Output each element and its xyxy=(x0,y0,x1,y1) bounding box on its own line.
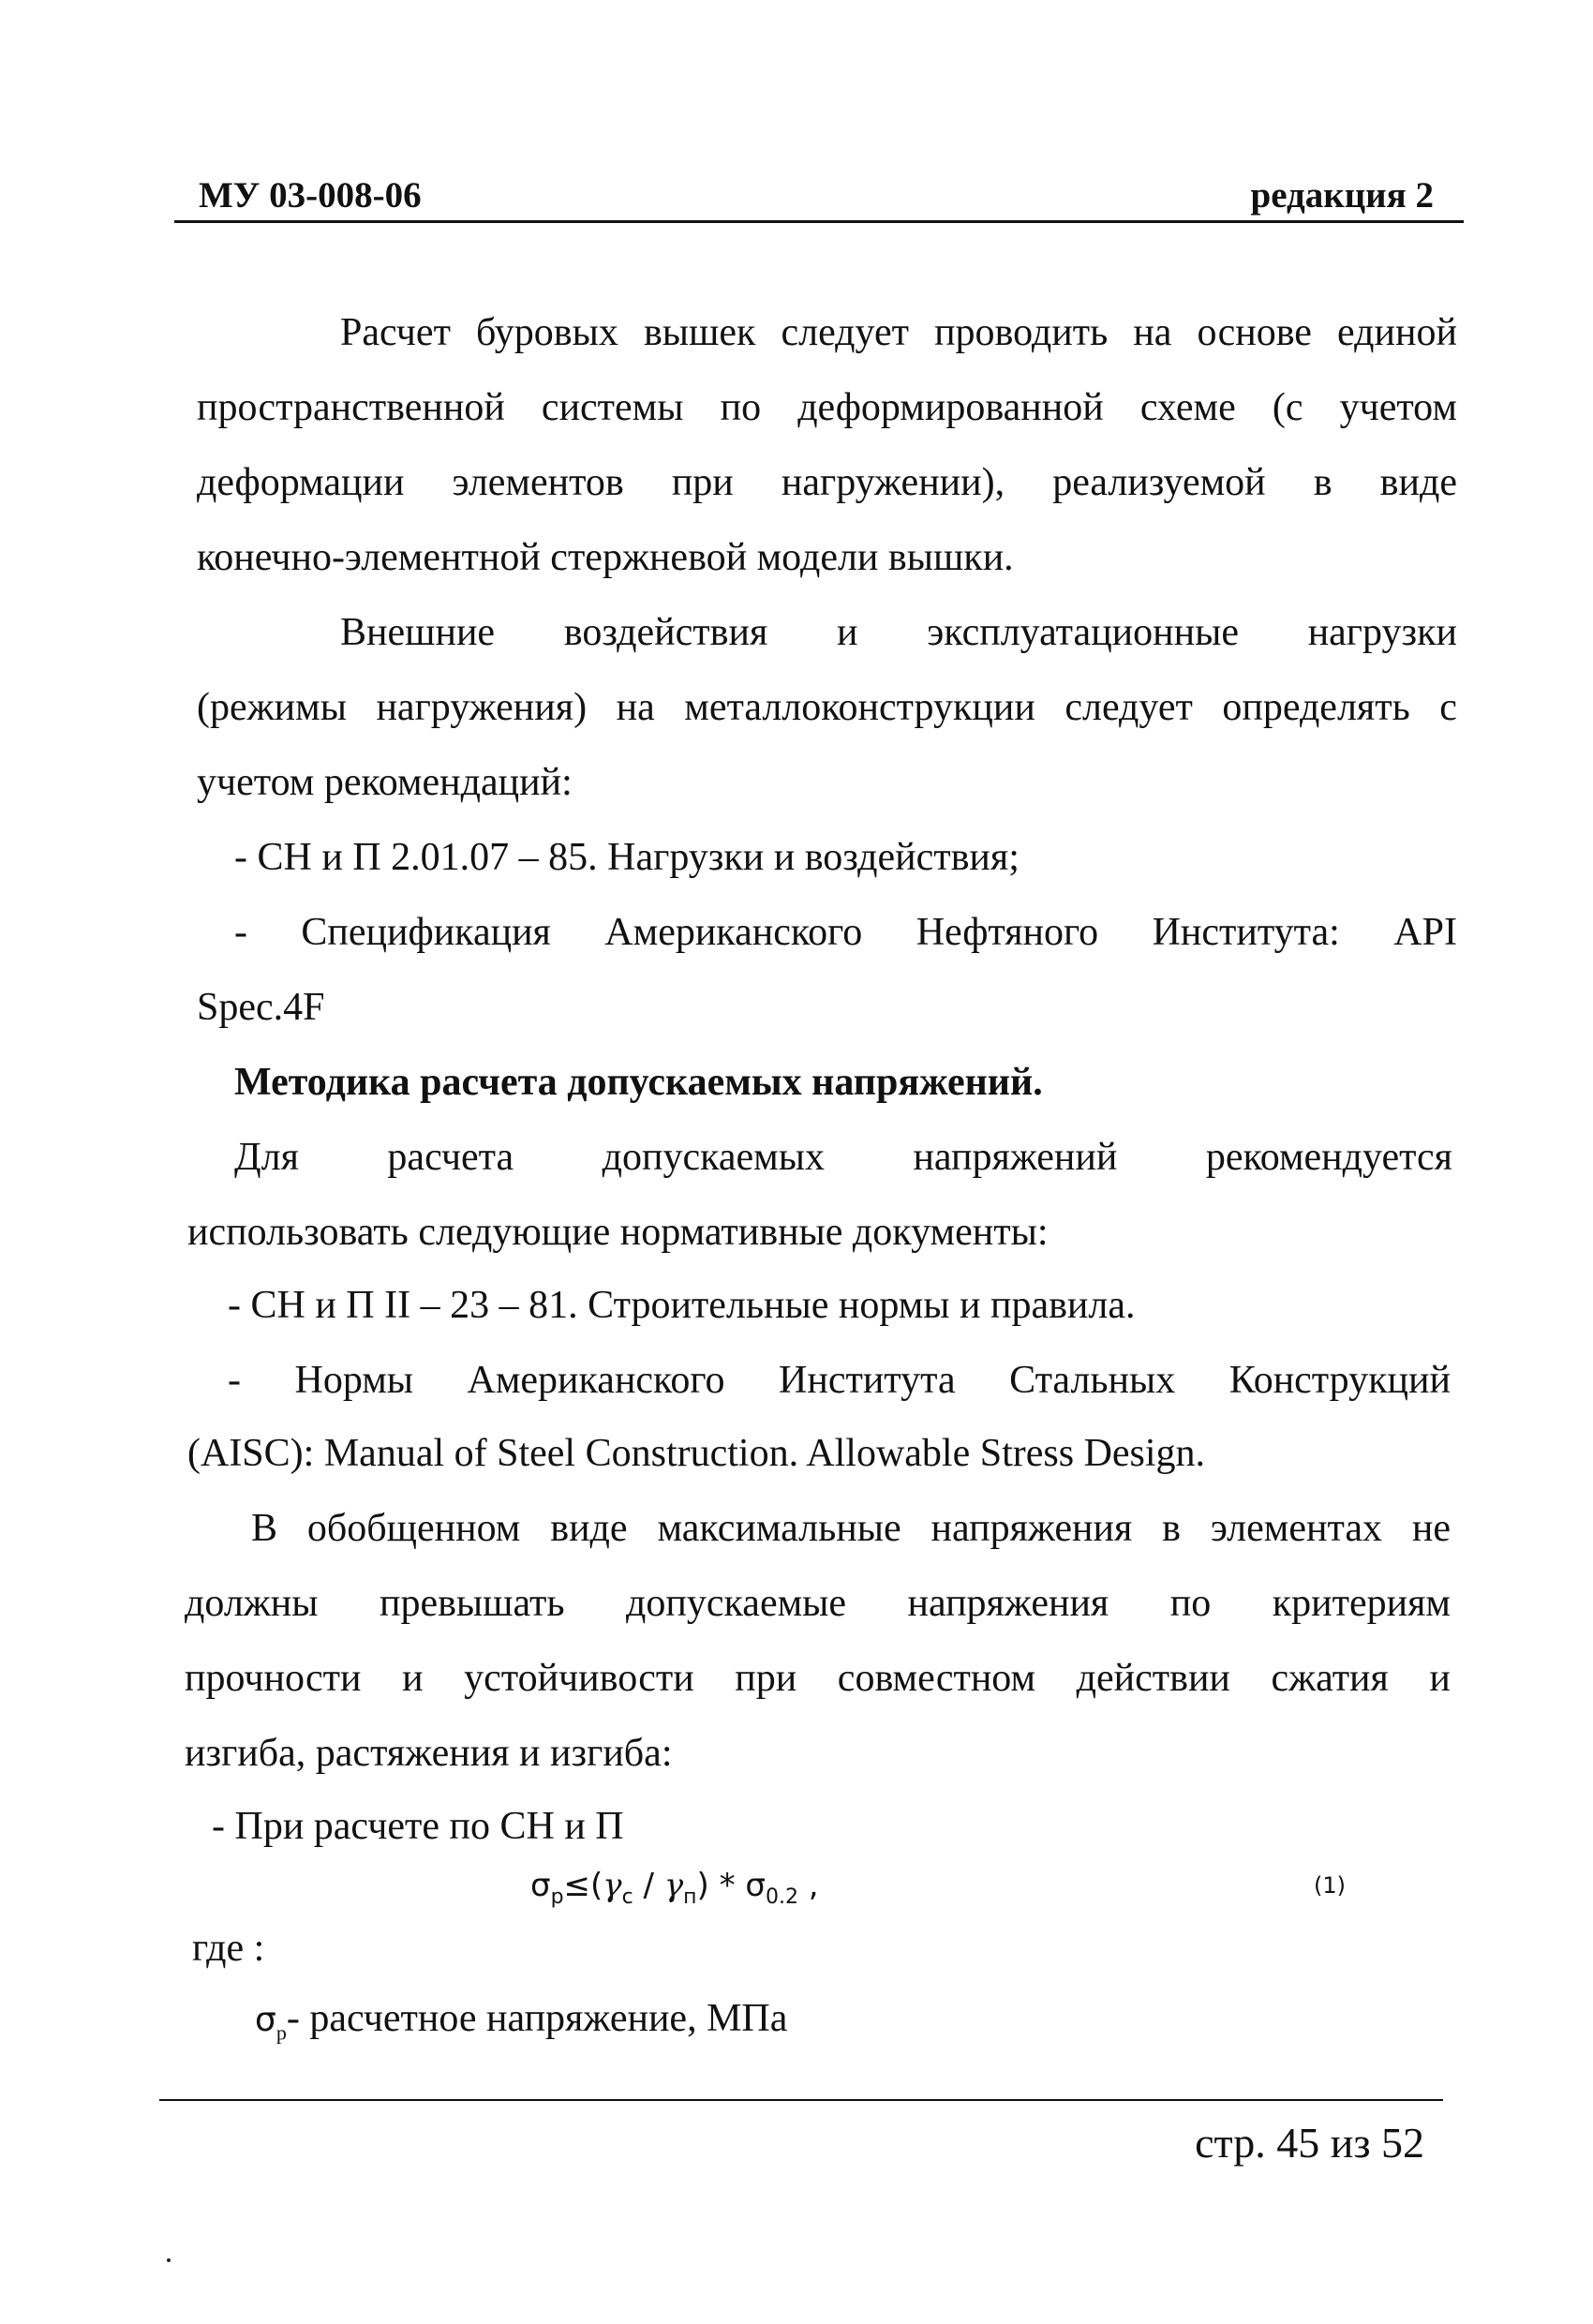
footer-rule xyxy=(159,2099,1443,2101)
p4-line-3: прочности и устойчивости при совместном действии сжатия и xyxy=(185,1657,1451,1700)
p2-line-2: (режимы нагружения) на металлоконструкции следует определять с xyxy=(197,686,1457,729)
document-code: МУ 03-008-06 xyxy=(199,175,422,216)
p4-line-1: В обобщенном виде максимальные напряжения в элементах не xyxy=(251,1507,1451,1550)
p2-line-1: Внешние воздействия и эксплуатационные нагрузки xyxy=(340,611,1457,654)
list1-item-1: - СН и П 2.01.07 – 85. Нагрузки и воздействия; xyxy=(234,836,1020,879)
formula-1: $\sigma_p\le(\gamma_c / \gamma_п) * \sigma_{0.2}$ , xyxy=(530,1867,819,1909)
p2-line-3: учетом рекомендаций: xyxy=(197,761,573,804)
edition-label: редакция 2 xyxy=(1250,175,1434,216)
p1-line-2: пространственной системы по деформированной схеме (с учетом xyxy=(197,386,1457,429)
p1-line-1: Расчет буровых вышек следует проводить на основе единой xyxy=(340,311,1457,354)
p3-line-1: Для расчета допускаемых напряжений рекомендуется xyxy=(234,1136,1452,1179)
scan-speck xyxy=(167,2258,171,2262)
section-title: Методика расчета допускаемых напряжений. xyxy=(234,1061,1043,1104)
p1-line-4: конечно-элементной стержневой модели вышки. xyxy=(197,536,1014,579)
p1-line-3: деформации элементов при нагружении), реализуемой в виде xyxy=(197,461,1457,504)
header-rule xyxy=(174,220,1464,223)
list2-item-1: - СН и П II – 23 – 81. Строительные нормы и правила. xyxy=(228,1284,1136,1327)
p4-line-2: должны превышать допускаемые напряжения по критериям xyxy=(185,1582,1451,1625)
page-number: стр. 45 из 52 xyxy=(1195,2119,1424,2167)
p4-line-4: изгиба, растяжения и изгиба: xyxy=(185,1732,673,1775)
list2-item-2-cont: (AISC): Manual of Steel Construction. Allowable Stress Design. xyxy=(187,1432,1206,1475)
p3-line-2: использовать следующие нормативные документы: xyxy=(187,1211,1049,1254)
where-label: где : xyxy=(192,1927,265,1970)
calc-intro: - При расчете по СН и П xyxy=(212,1805,624,1848)
list1-item-2-cont: Spec.4F xyxy=(197,986,325,1029)
equation-number: (1) xyxy=(1314,1872,1346,1899)
list2-item-2: - Нормы Американского Института Стальных Конструкций xyxy=(228,1359,1451,1402)
sigma-definition: $\sigma_p-$ расчетное напряжение, МПа xyxy=(255,1997,788,2045)
list1-item-2: - Спецификация Американского Нефтяного Института: API xyxy=(234,911,1457,954)
